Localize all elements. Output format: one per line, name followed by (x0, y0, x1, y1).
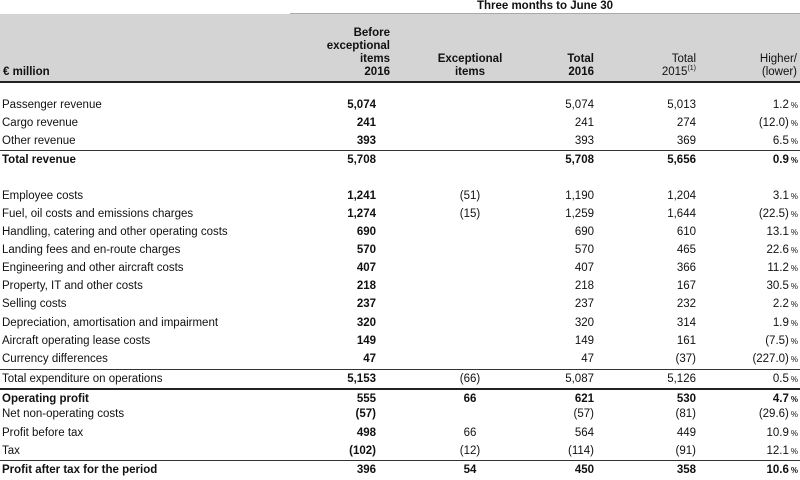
before-exceptional-header: Before exceptional items 2016 (326, 27, 390, 78)
total-2015-value: 5,126 (667, 373, 696, 385)
total-2015-value: 530 (676, 393, 696, 405)
exceptional-items-value: (15) (459, 208, 481, 220)
row-label: Handling, catering and other operating costs (2, 226, 228, 238)
row-label: Cargo revenue (2, 117, 79, 129)
total-2016-value: 218 (574, 280, 594, 292)
row-label: Operating profit (2, 393, 89, 405)
row-label: Net non-operating costs (2, 408, 125, 420)
total-2015-value: 5,013 (667, 99, 696, 111)
row-label: Selling costs (2, 298, 67, 310)
total-2016-value: 393 (574, 135, 594, 147)
change-value: (227.0) % (752, 353, 798, 365)
before-exceptional-value: 5,074 (347, 99, 376, 111)
before-exceptional-value: 5,153 (347, 373, 376, 385)
before-exceptional-value: 1,241 (347, 190, 376, 202)
total-2015-value: 369 (676, 135, 696, 147)
currency-unit-header: € million (3, 66, 50, 78)
total-2015-value: 167 (676, 280, 696, 292)
table-row (0, 277, 800, 295)
total-2016-value: 690 (574, 226, 594, 238)
total-2015-value: 274 (676, 117, 696, 129)
change-value: 10.9 % (766, 427, 798, 439)
before-exceptional-value: 393 (356, 135, 376, 147)
change-value: 13.1 % (766, 226, 798, 238)
before-exceptional-value: 570 (356, 244, 376, 256)
before-exceptional-value: 47 (363, 353, 376, 365)
exceptional-items-value: 54 (463, 464, 477, 476)
table-row (0, 332, 800, 350)
table-row (0, 369, 800, 388)
row-label: Engineering and other aircraft costs (2, 262, 184, 274)
table-row (0, 241, 800, 259)
total-2016-header: Total 2016 (567, 53, 594, 78)
total-2015-header: Total 2015$^{(1)}$ (661, 53, 696, 78)
change-value: (12.0) % (758, 117, 798, 129)
change-value: 30.5 % (766, 280, 798, 292)
total-2016-value: 5,087 (565, 373, 594, 385)
change-value: 0.9 % (772, 154, 798, 166)
before-exceptional-value: (57) (355, 408, 376, 420)
total-2016-value: (57) (573, 408, 594, 420)
table-row (0, 187, 800, 205)
table-row (0, 132, 800, 150)
table-row (0, 223, 800, 241)
total-2016-value: 570 (574, 244, 594, 256)
total-2015-value: 610 (676, 226, 696, 238)
total-2015-value: (81) (675, 408, 696, 420)
table-row (0, 442, 800, 460)
table-row (0, 259, 800, 277)
total-2015-value: 358 (676, 464, 696, 476)
total-2015-value: 1,644 (667, 208, 696, 220)
total-2015-value: (37) (675, 353, 696, 365)
change-value: 11.2 % (767, 262, 798, 274)
total-2015-value: 1,204 (667, 190, 696, 202)
total-2015-value: 449 (676, 427, 696, 439)
table-row (0, 460, 800, 479)
total-2016-value: 621 (574, 393, 594, 405)
table-row (0, 295, 800, 313)
before-exceptional-value: 5,708 (347, 154, 376, 166)
before-exceptional-value: 396 (356, 464, 376, 476)
total-2016-value: 5,074 (565, 99, 594, 111)
change-header: Higher/ (lower) (759, 53, 797, 78)
row-label: Other revenue (2, 135, 76, 147)
row-label: Depreciation, amortisation and impairment (2, 317, 219, 329)
before-exceptional-value: 149 (356, 335, 376, 347)
exceptional-items-value: (51) (459, 190, 481, 202)
row-label: Passenger revenue (2, 99, 102, 111)
before-exceptional-value: 237 (356, 298, 376, 310)
before-exceptional-value: 555 (356, 393, 376, 405)
before-exceptional-value: 218 (356, 280, 376, 292)
row-label: Aircraft operating lease costs (2, 335, 151, 347)
change-value: 1.9 % (772, 317, 798, 329)
row-label: Profit after tax for the period (2, 464, 158, 476)
change-value: 6.5 % (772, 135, 798, 147)
before-exceptional-value: 690 (356, 226, 376, 238)
change-value: 3.1 % (772, 190, 798, 202)
row-label: Profit before tax (2, 427, 84, 439)
change-value: 1.2 % (772, 99, 798, 111)
row-label: Fuel, oil costs and emissions charges (2, 208, 194, 220)
total-2015-value: 366 (676, 262, 696, 274)
table-row (0, 150, 800, 169)
row-label: Property, IT and other costs (2, 280, 143, 292)
total-2015-value: 314 (676, 317, 696, 329)
table-row (0, 205, 800, 223)
before-exceptional-value: 498 (356, 427, 376, 439)
change-value: 10.6 % (766, 464, 798, 476)
row-label: Employee costs (2, 190, 84, 202)
exceptional-items-value: (66) (459, 373, 481, 385)
total-2015-value: 232 (676, 298, 696, 310)
exceptional-items-value: 66 (463, 393, 477, 405)
table-row (0, 314, 800, 332)
total-2016-value: 237 (574, 298, 594, 310)
before-exceptional-value: 407 (356, 262, 376, 274)
row-label: Landing fees and en-route charges (2, 244, 181, 256)
total-2016-value: 241 (574, 117, 594, 129)
total-2016-value: 320 (574, 317, 594, 329)
exceptional-items-value: (12) (459, 445, 481, 457)
total-2015-value: 5,656 (667, 154, 696, 166)
row-label: Tax (2, 445, 20, 457)
total-2016-value: 450 (574, 464, 594, 476)
before-exceptional-value: (102) (349, 445, 376, 457)
total-2015-value: (91) (675, 445, 696, 457)
total-2016-value: 1,190 (565, 190, 594, 202)
row-label: Total expenditure on operations (2, 373, 163, 385)
exceptional-items-value: 66 (463, 427, 477, 439)
exceptional-items-header: Exceptional items (437, 53, 503, 78)
total-2016-value: 47 (581, 353, 594, 365)
row-label: Total revenue (2, 154, 76, 166)
before-exceptional-value: 320 (356, 317, 376, 329)
row-label: Currency differences (2, 353, 108, 365)
change-value: 2.2 % (772, 298, 798, 310)
total-2016-value: 564 (574, 427, 594, 439)
table-row (0, 114, 800, 132)
before-exceptional-value: 1,274 (347, 208, 376, 220)
change-value: 4.7 % (772, 393, 798, 405)
total-2016-value: 407 (574, 262, 594, 274)
table-row (0, 350, 800, 368)
total-2016-value: 5,708 (565, 154, 594, 166)
table-row (0, 405, 800, 423)
change-value: 22.6 % (766, 244, 798, 256)
change-value: 12.1 % (766, 445, 798, 457)
table-row (0, 96, 800, 114)
period-header: Three months to June 30 (290, 0, 800, 14)
change-value: (7.5) % (765, 335, 798, 347)
total-2016-value: (114) (568, 445, 594, 457)
total-2016-value: 149 (574, 335, 594, 347)
before-exceptional-value: 241 (356, 117, 376, 129)
total-2016-value: 1,259 (565, 208, 594, 220)
change-value: (22.5) % (758, 208, 798, 220)
column-header-band (0, 14, 800, 83)
table-row (0, 424, 800, 442)
change-value: 0.5 % (772, 373, 798, 385)
total-2015-value: 161 (676, 335, 696, 347)
total-2015-value: 465 (676, 244, 696, 256)
change-value: (29.6) % (758, 408, 798, 420)
